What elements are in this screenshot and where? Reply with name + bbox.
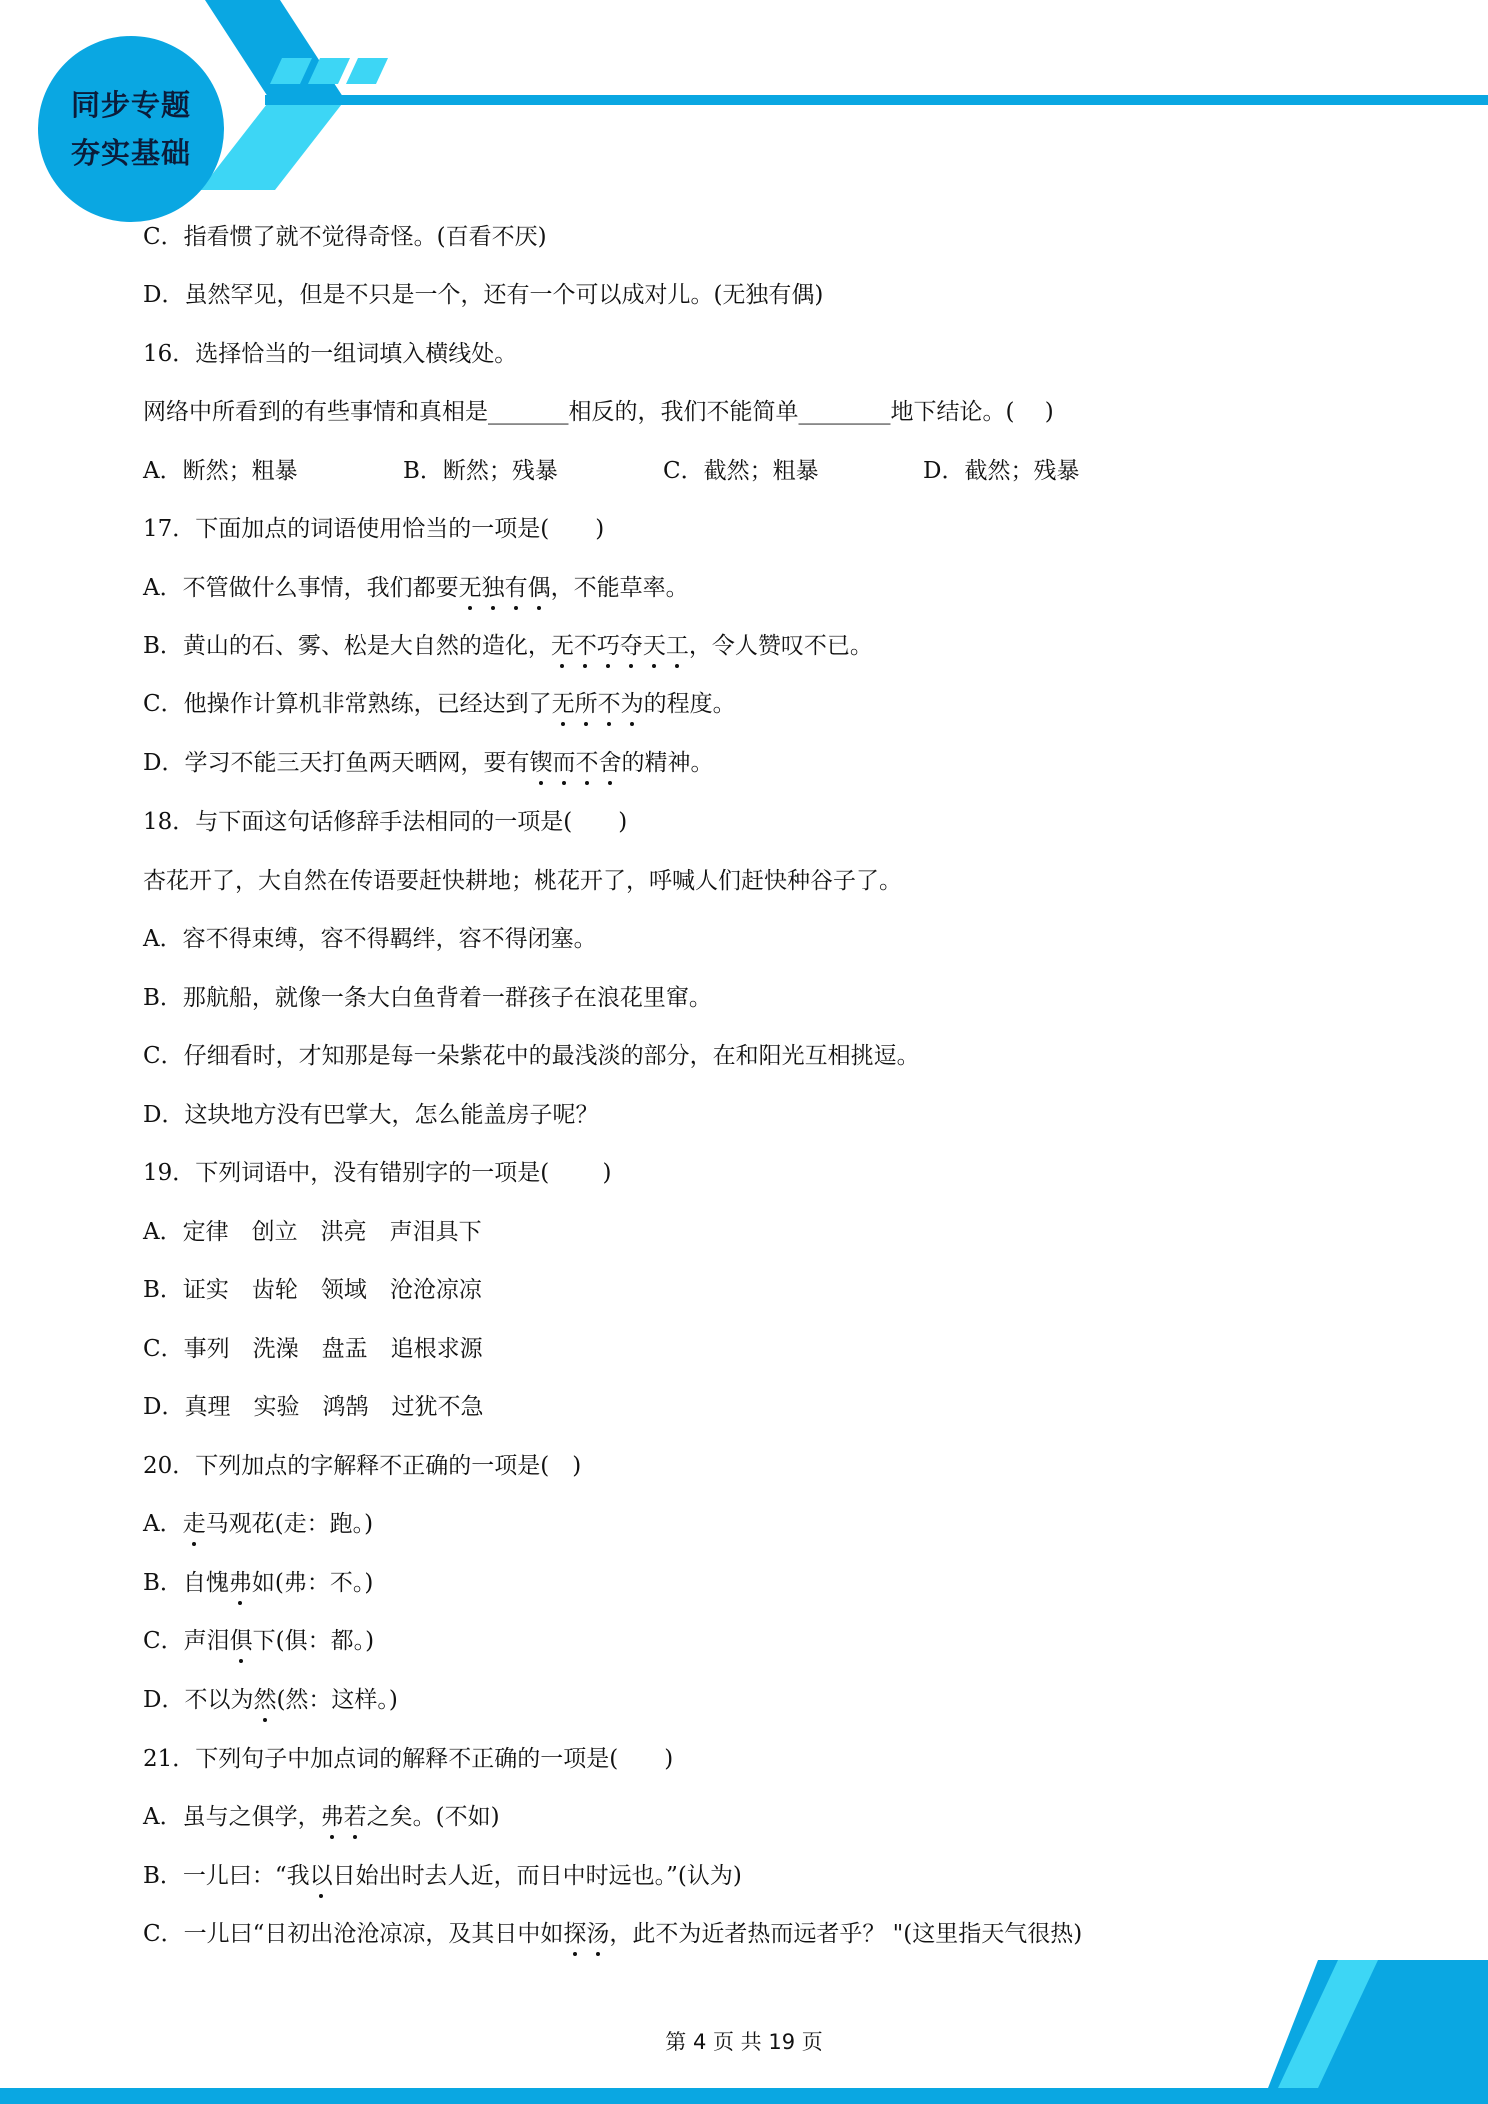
q20-b-text-end: 如(弗：不。) xyxy=(251,1570,374,1596)
q17-option-c xyxy=(143,689,736,719)
emphasis-char: 所 xyxy=(574,691,598,717)
q17-d-text-end: 的精神。 xyxy=(621,750,714,776)
emphasis-char: 走 xyxy=(182,1511,206,1537)
emphasis-char: 不 xyxy=(597,691,621,717)
emphasis-char: 舍 xyxy=(598,750,622,776)
q21-b-text: B．一儿曰：“我 xyxy=(143,1863,310,1889)
q17-stem: 17．下面加点的词语使用恰当的一项是( ) xyxy=(143,516,605,542)
emphasis-char: 若 xyxy=(343,1804,367,1830)
q17-c-dotted xyxy=(552,691,644,717)
emphasis-char: 巧 xyxy=(596,633,620,659)
q17-c-text: C．他操作计算机非常熟练，已经达到了 xyxy=(143,691,552,717)
q16-option-a: A．断然；粗暴 xyxy=(143,458,298,484)
footer-decoration xyxy=(0,1960,1488,2104)
q17-d-text: D．学习不能三天打鱼两天晒网，要有 xyxy=(143,750,530,776)
emphasis-char: 为 xyxy=(620,691,644,717)
emphasis-char: 不 xyxy=(575,750,599,776)
emphasis-char: 不 xyxy=(573,633,597,659)
q20-a-dotted xyxy=(183,1511,206,1537)
emphasis-char: 夺 xyxy=(619,633,643,659)
q21-c-text: C．一儿曰“日初出沧沧凉凉，及其日中如 xyxy=(143,1921,564,1947)
q20-d-dotted xyxy=(253,1687,276,1713)
q16-sentence: 网络中所看到的有些事情和真相是_______相反的，我们不能简单________地下结论。( ) xyxy=(143,399,1054,425)
q17-b-text-end: ，令人赞叹不已。 xyxy=(688,633,873,659)
emphasis-char: 无 xyxy=(551,691,575,717)
q18-sentence: 杏花开了，大自然在传语要赶快耕地；桃花开了，呼喊人们赶快种谷子了。 xyxy=(143,868,902,894)
q17-c-text-end: 的程度。 xyxy=(643,691,736,717)
emphasis-char: 偶 xyxy=(527,575,551,601)
q20-option-c xyxy=(143,1626,374,1656)
q21-option-b xyxy=(143,1861,742,1891)
q16-stem: 16．选择恰当的一组词填入横线处。 xyxy=(143,341,518,367)
q21-c-dotted xyxy=(563,1921,609,1947)
page-header xyxy=(0,0,1488,200)
q18-option-b: B．那航船，就像一条大白鱼背着一群孩子在浪花里窜。 xyxy=(143,985,712,1011)
q17-a-text: A．不管做什么事情，我们都要 xyxy=(143,575,459,601)
q20-b-dotted xyxy=(229,1570,252,1596)
q18-stem: 18．与下面这句话修辞手法相同的一项是( ) xyxy=(143,809,628,835)
badge-line-2: 夯实基础 xyxy=(70,136,191,170)
emphasis-char: 以 xyxy=(309,1863,333,1889)
q18-option-a: A．容不得束缚，容不得羁绊，容不得闭塞。 xyxy=(143,926,597,952)
q17-option-b xyxy=(143,631,873,661)
q21-a-dotted xyxy=(321,1804,367,1830)
emphasis-char: 无 xyxy=(458,575,482,601)
q21-b-dotted xyxy=(310,1863,333,1889)
q15-option-d: D．虽然罕见，但是不只是一个，还有一个可以成对儿。(无独有偶) xyxy=(143,282,824,308)
q20-d-text: D．不以为 xyxy=(143,1687,254,1713)
q20-c-dotted xyxy=(230,1628,253,1654)
q18-option-c: C．仔细看时，才知那是每一朵紫花中的最浅淡的部分，在和阳光互相挑逗。 xyxy=(143,1043,920,1069)
q19-option-c: C．事列 洗澡 盘盂 追根求源 xyxy=(143,1336,483,1362)
emphasis-char: 锲 xyxy=(529,750,553,776)
emphasis-char: 弗 xyxy=(228,1570,252,1596)
emphasis-char: 探 xyxy=(563,1921,587,1947)
emphasis-char: 天 xyxy=(642,633,666,659)
q17-option-a xyxy=(143,573,689,603)
q20-d-text-end: (然：这样。) xyxy=(276,1687,398,1713)
q21-option-c xyxy=(143,1919,1082,1949)
q20-c-text: C．声泪 xyxy=(143,1628,230,1654)
emphasis-char: 汤 xyxy=(586,1921,610,1947)
q20-a-text-end: 马观花(走：跑。) xyxy=(205,1511,374,1537)
q17-a-text-end: ，不能草率。 xyxy=(550,575,689,601)
q21-option-a xyxy=(143,1802,500,1832)
q17-option-d xyxy=(143,748,713,778)
q19-option-d: D．真理 实验 鸿鹄 过犹不急 xyxy=(143,1394,484,1420)
q17-a-dotted xyxy=(459,575,551,601)
q20-option-b xyxy=(143,1568,373,1598)
q19-stem: 19．下列词语中，没有错别字的一项是( ) xyxy=(143,1160,612,1186)
section-badge xyxy=(38,36,224,222)
q19-option-b: B．证实 齿轮 领域 沧沧凉凉 xyxy=(143,1277,482,1303)
emphasis-char: 有 xyxy=(504,575,528,601)
q17-b-text: B．黄山的石、雾、松是大自然的造化， xyxy=(143,633,551,659)
emphasis-char: 工 xyxy=(665,633,689,659)
q19-option-a: A．定律 创立 洪亮 声泪具下 xyxy=(143,1219,482,1245)
emphasis-char: 独 xyxy=(481,575,505,601)
q15-option-c: C．指看惯了就不觉得奇怪。(百看不厌) xyxy=(143,224,547,250)
q16-option-d: D．截然；残暴 xyxy=(923,458,1080,484)
q20-c-text-end: 下(俱：都。) xyxy=(252,1628,375,1654)
emphasis-char: 而 xyxy=(552,750,576,776)
header-decoration xyxy=(0,0,1488,200)
q20-stem: 20．下列加点的字解释不正确的一项是( ) xyxy=(143,1453,582,1479)
emphasis-char: 弗 xyxy=(320,1804,344,1830)
q20-b-text: B．自愧 xyxy=(143,1570,229,1596)
q16-options xyxy=(143,456,1183,486)
badge-line-1: 同步专题 xyxy=(70,88,191,122)
q21-stem: 21．下列句子中加点词的解释不正确的一项是( ) xyxy=(143,1746,674,1772)
q20-a-text: A． xyxy=(143,1511,183,1537)
q16-option-c: C．截然；粗暴 xyxy=(663,458,819,484)
q17-b-dotted xyxy=(551,633,689,659)
emphasis-char: 无 xyxy=(550,633,574,659)
emphasis-char: 俱 xyxy=(229,1628,253,1654)
page-number: 第 4 页 共 19 页 xyxy=(665,2030,823,2054)
q20-option-d xyxy=(143,1685,398,1715)
q21-a-text: A．虽与之俱学， xyxy=(143,1804,321,1830)
q16-option-b: B．断然；残暴 xyxy=(403,458,558,484)
q21-b-text-end: 日始出时去人近，而日中时远也。”(认为) xyxy=(332,1863,742,1889)
q20-option-a xyxy=(143,1509,373,1539)
q21-a-text-end: 之矣。(不如) xyxy=(366,1804,500,1830)
q18-option-d: D．这块地方没有巴掌大，怎么能盖房子呢？ xyxy=(143,1102,599,1128)
q17-d-dotted xyxy=(529,750,621,776)
emphasis-char: 然 xyxy=(253,1687,277,1713)
q21-c-text-end: ，此不为近者热而远者乎？ "(这里指天气很热) xyxy=(609,1921,1083,1947)
